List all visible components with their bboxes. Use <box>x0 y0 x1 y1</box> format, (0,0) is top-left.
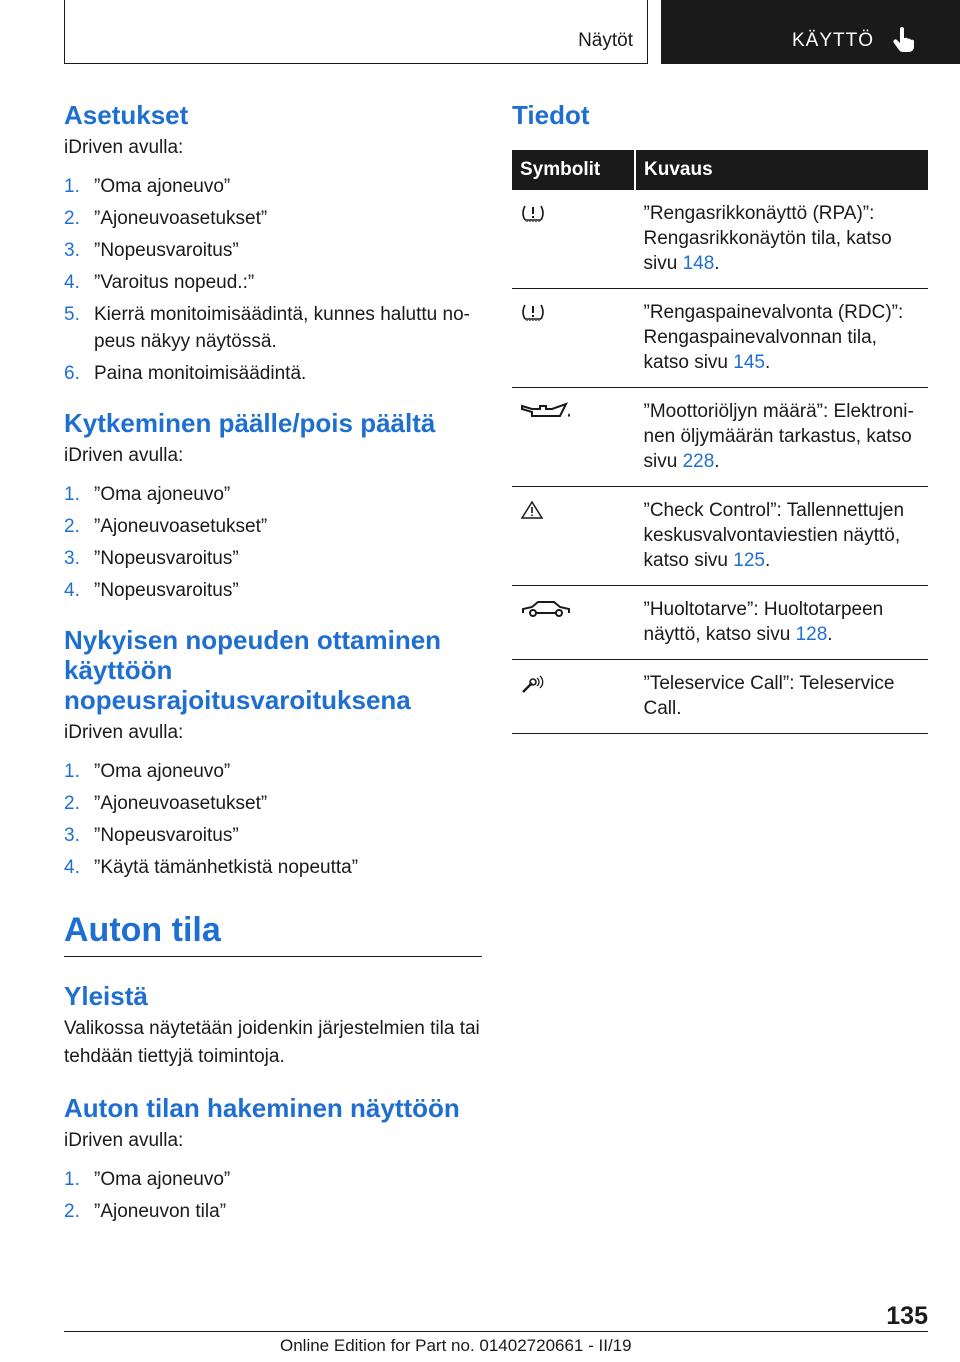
footer-rule <box>64 1331 928 1332</box>
section-intro: iDriven avulla: <box>64 445 184 466</box>
list-item: 2. ”Ajoneuvoasetukset” <box>64 516 268 537</box>
steps-list-nykyisen-nopeuden <box>64 758 482 881</box>
column-header-symbolit: Symbolit <box>512 150 635 190</box>
section-intro: iDriven avulla: <box>64 137 184 158</box>
table-row: ”Huoltotarve”: Huoltotarpeen näyttö, katso sivu 128. <box>512 586 928 660</box>
section-title-nykyisen-nopeuden: Nykyisen nopeuden ottaminen käyttöön nopeusrajoitusvaroituksena <box>64 625 442 715</box>
pointing-hand-icon <box>893 27 915 53</box>
table-row: ”Rengasrikkonäyttö (RPA)”: Rengasrikkonäytön tila, katso sivu 148. <box>512 190 928 289</box>
list-item: 1. ”Oma ajoneuvo” <box>64 761 231 782</box>
table-header-row <box>512 150 928 190</box>
tire-pressure-monitor-icon <box>520 302 546 329</box>
section-title-yleista: Yleistä <box>64 981 148 1011</box>
section-title-tiedot: Tiedot <box>512 100 590 130</box>
tire-pressure-warning-icon <box>520 203 546 230</box>
page-link[interactable]: 128 <box>795 624 828 645</box>
list-item: 2. ”Ajoneuvoasetukset” <box>64 208 268 229</box>
page-link[interactable]: 125 <box>733 550 765 571</box>
right-column <box>512 100 928 734</box>
section-intro: iDriven avulla: <box>64 722 184 743</box>
steps-list-auton-tilan-hakeminen <box>64 1166 482 1225</box>
list-item: 1. ”Oma ajoneuvo” <box>64 1169 231 1190</box>
left-column <box>64 100 482 1230</box>
header-chapter-label: KÄYTTÖ <box>792 30 875 51</box>
page-link[interactable]: 228 <box>682 451 715 472</box>
section-title-auton-tilan-hakeminen: Auton tilan hakeminen näyttöön <box>64 1093 460 1123</box>
list-item: 4. ”Nopeusvaroitus” <box>64 580 239 601</box>
symbols-table <box>512 150 928 734</box>
table-row: ”Check Control”: Tallennettujen keskusvalvontaviestien näyttö, katso sivu 125. <box>512 487 928 586</box>
table-row: ”Moottoriöljyn määrä”: Elektroni- nen öljymäärän tarkastus, katso sivu 228. <box>512 388 928 487</box>
section-title-asetukset: Asetukset <box>64 100 189 130</box>
list-item: 1. ”Oma ajoneuvo” <box>64 484 231 505</box>
page-number: 135 <box>886 1302 928 1330</box>
header-section-box <box>64 0 648 64</box>
section-intro: iDriven avulla: <box>64 1130 184 1151</box>
table-row: ”Teleservice Call”: Teleservice Call. <box>512 660 928 734</box>
chapter-title-auton-tila: Auton tila <box>64 911 221 949</box>
steps-list-kytkeminen <box>64 481 482 604</box>
section-paragraph: Valikossa näytetään joidenkin järjestelmien tila tai tehdään tiettyjä toimintoja. <box>64 1018 480 1067</box>
list-item: 4. ”Käytä tämänhetkistä nopeutta” <box>64 857 359 878</box>
column-header-kuvaus: Kuvaus <box>635 150 928 190</box>
list-item: 5. Kierrä monitoimisäädintä, kunnes haluttu no- peus näkyy näytössä. <box>64 304 470 352</box>
list-item: 1. ”Oma ajoneuvo” <box>64 176 231 197</box>
list-item: 3. ”Nopeusvaroitus” <box>64 240 239 261</box>
table-row: ”Rengaspainevalvonta (RDC)”: Rengaspainevalvonnan tila, katso sivu 145. <box>512 289 928 388</box>
footer-edition: Online Edition for Part no. 01402720661 - II/19 <box>280 1336 632 1355</box>
list-item: 2. ”Ajoneuvoasetukset” <box>64 793 268 814</box>
header-section-label: Näytöt <box>578 30 633 51</box>
header-chapter-tab <box>661 0 960 64</box>
list-item: 3. ”Nopeusvaroitus” <box>64 548 239 569</box>
warning-triangle-icon <box>520 500 544 527</box>
list-item: 2. ”Ajoneuvon tila” <box>64 1201 227 1222</box>
page-link[interactable]: 145 <box>733 352 765 373</box>
list-item: 4. ”Varoitus nopeud.:” <box>64 272 255 293</box>
list-item: 6. Paina monitoimisäädintä. <box>64 363 307 384</box>
oil-can-icon <box>520 401 572 428</box>
list-item: 3. ”Nopeusvaroitus” <box>64 825 239 846</box>
section-title-kytkeminen: Kytkeminen päälle/pois päältä <box>64 408 436 438</box>
wrench-call-icon <box>520 673 546 702</box>
steps-list-asetukset <box>64 173 482 387</box>
car-service-icon <box>520 599 572 626</box>
page-link[interactable]: 148 <box>682 253 715 274</box>
